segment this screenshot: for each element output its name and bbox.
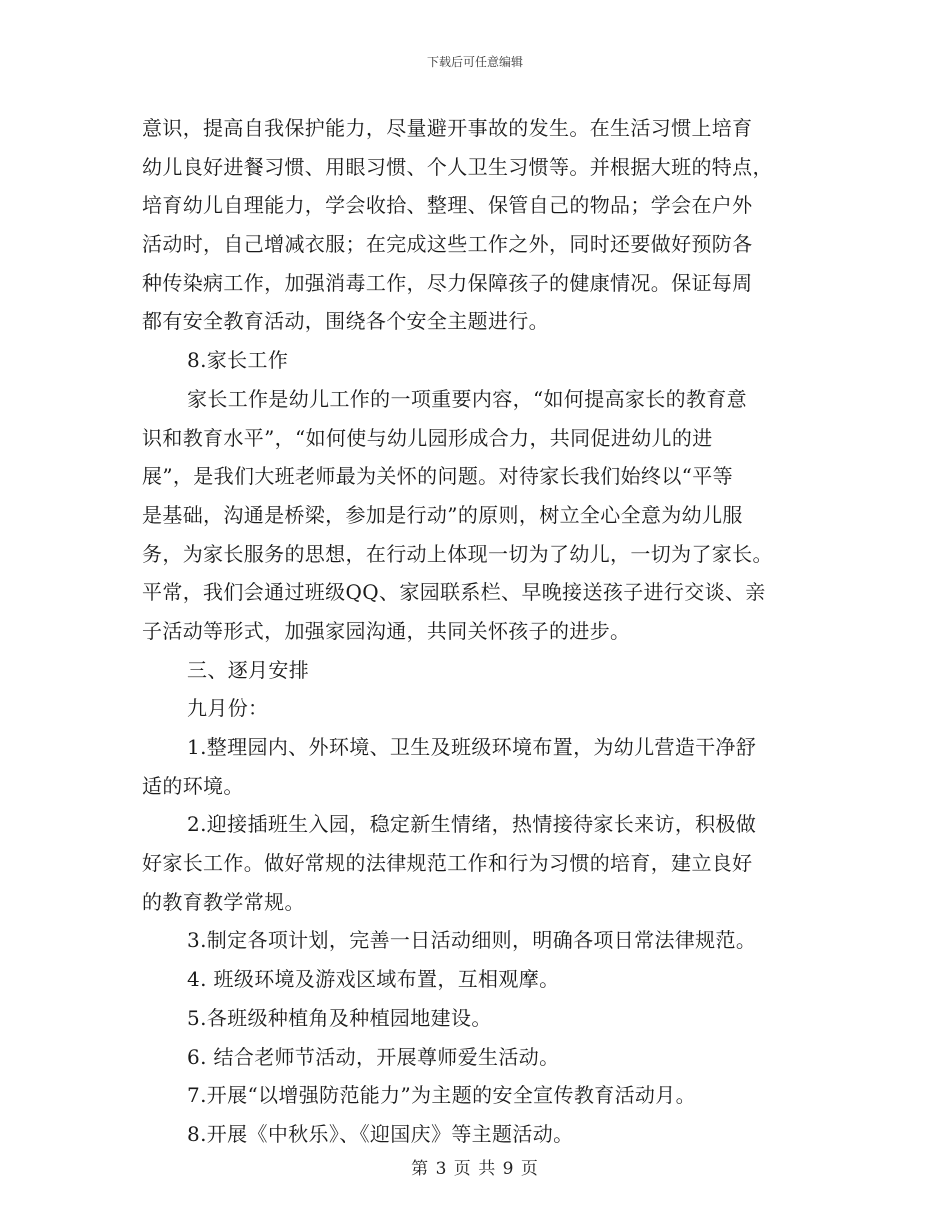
text-line: 三、逐月安排 [187, 657, 310, 682]
text-line: 幼儿良好进餐习惯、用眼习惯、个人卫生习惯等。并根据大班的特点， [142, 154, 773, 179]
document-body [142, 109, 810, 1154]
text-line: 是基础，沟通是桥梁，参加是行动”的原则，树立全心全意为幼儿服 [142, 502, 743, 527]
page-number: 第 3 页 共 9 页 [411, 1159, 539, 1179]
text-line: 子活动等形式，加强家园沟通，共同关怀孩子的进步。 [142, 618, 631, 643]
text-line: 7.开展“以增强防范能力”为主题的安全宣传教育活动月。 [187, 1083, 696, 1108]
text-line: 的教育教学常规。 [142, 889, 305, 914]
text-line: 5.各班级种植角及种植园地建设。 [187, 1005, 492, 1030]
text-line: 1.整理园内、外环境、卫生及班级环境布置，为幼儿营造干净舒 [187, 735, 757, 759]
text-line: 6. 结合老师节活动，开展尊师爱生活动。 [187, 1044, 560, 1069]
text-line: 3.制定各项计划，完善一日活动细则，明确各项日常法律规范。 [187, 928, 757, 953]
header-note: 下载后可任意编辑 [426, 55, 523, 69]
text-line: 识和教育水平”，“如何使与幼儿园形成合力，共同促进幼儿的进 [142, 425, 713, 450]
text-line: 2.迎接插班生入园，稳定新生情绪，热情接待家长来访，积极做 [187, 812, 757, 837]
text-line: 展”，是我们大班老师最为关怀的问题。对待家长我们始终以“平等 [142, 464, 733, 489]
text-line: 好家长工作。做好常规的法律规范工作和行为习惯的培育，建立良好 [142, 851, 753, 876]
text-line: 8.家长工作 [187, 348, 289, 373]
text-line: 家长工作是幼儿工作的一项重要内容，“如何提高家长的教育意 [187, 386, 748, 411]
text-line: 意识，提高自我保护能力，尽量避开事故的发生。在生活习惯上培育 [142, 116, 753, 140]
text-line: 培育幼儿自理能力，学会收拾、整理、保管自己的物品；学会在户外 [142, 193, 753, 218]
text-line: 适的环境。 [142, 773, 244, 798]
text-line: 九月份： [187, 696, 269, 721]
text-line: 务，为家长服务的思想，在行动上体现一切为了幼儿，一切为了家长。 [142, 541, 773, 566]
text-line: 活动时，自己增减衣服；在完成这些工作之外，同时还要做好预防各 [142, 232, 753, 257]
text-line: 都有安全教育活动，围绕各个安全主题进行。 [142, 309, 549, 334]
text-line: 4. 班级环境及游戏区域布置，互相观摩。 [187, 967, 560, 992]
text-line: 8.开展《中秋乐》、《迎国庆》等主题活动。 [187, 1121, 574, 1146]
text-line: 平常，我们会通过班级QQ、家园联系栏、早晚接送孩子进行交谈、亲 [142, 580, 766, 605]
text-line: 种传染病工作，加强消毒工作，尽力保障孩子的健康情况。保证每周 [142, 270, 753, 295]
